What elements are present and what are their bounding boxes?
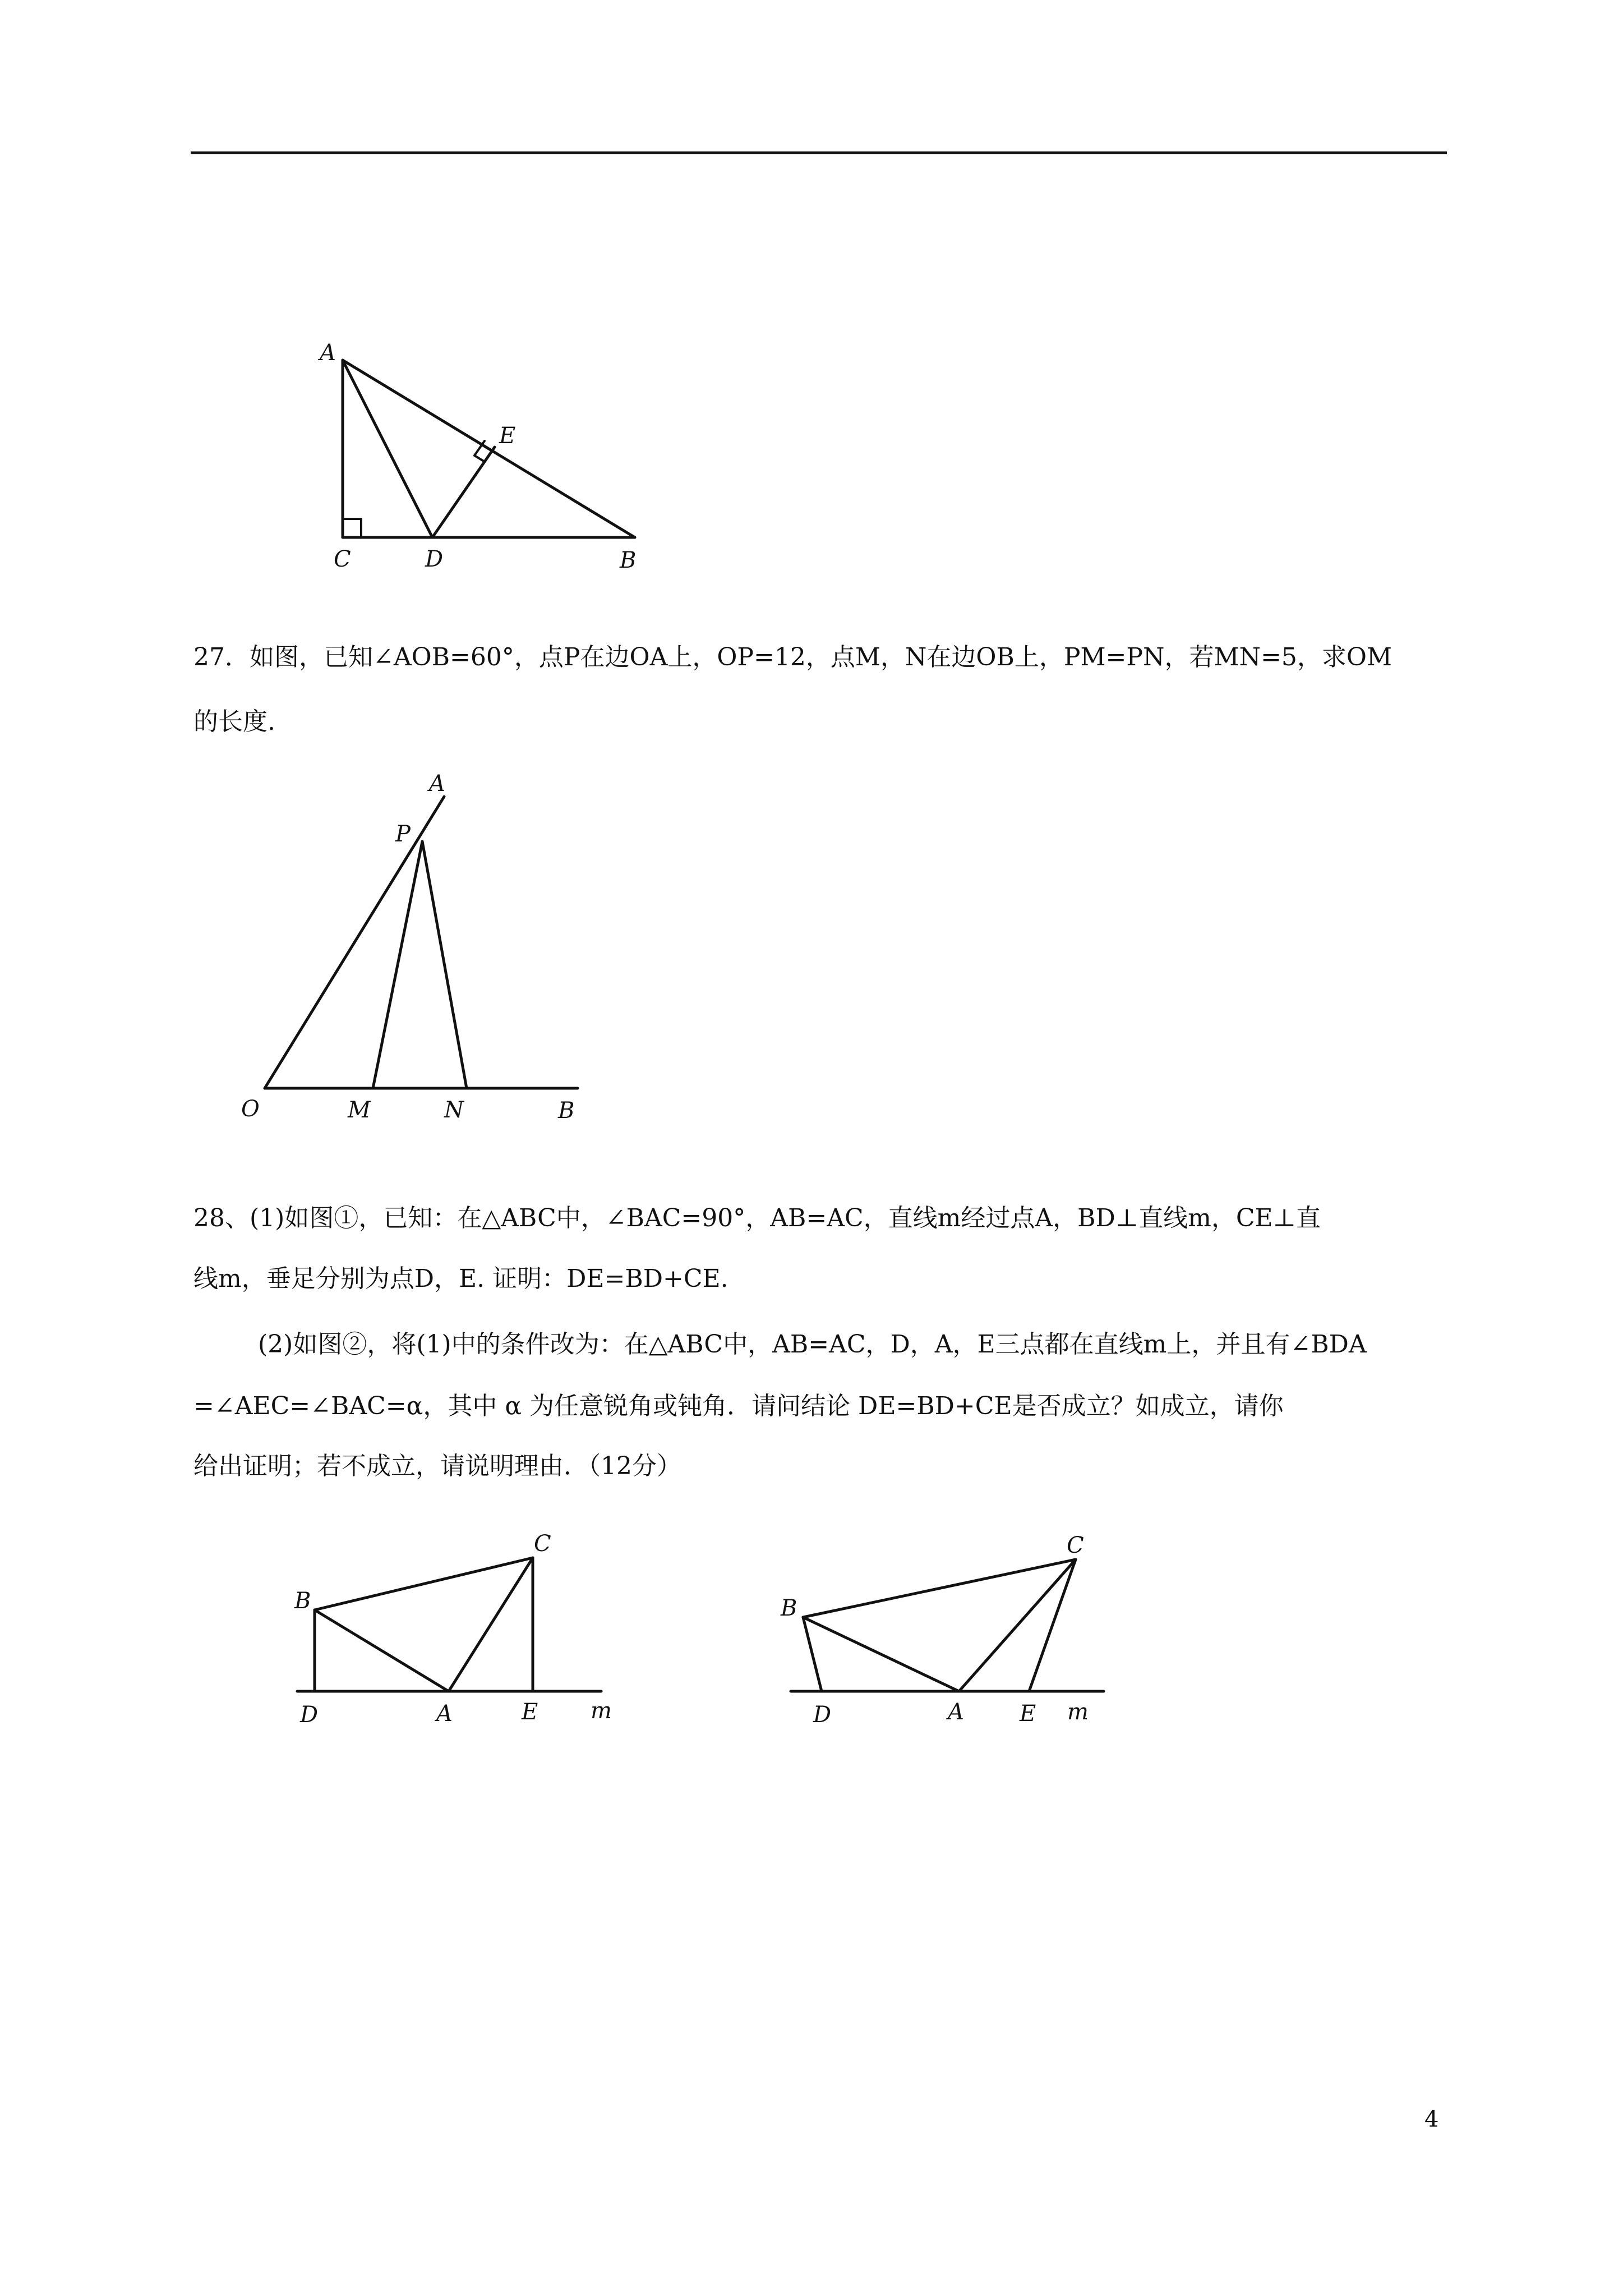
- segment-BA: [315, 1610, 449, 1691]
- label-B: B: [558, 1098, 575, 1124]
- segment-BC: [315, 1558, 533, 1610]
- label-D: D: [813, 1702, 832, 1728]
- label-M: M: [348, 1097, 371, 1123]
- label-D: D: [300, 1702, 319, 1728]
- figure-1-right-angle: [280, 1529, 628, 1731]
- question-28-line-1: 28、(1)如图①，已知：在△ABC中，∠BAC=90°，AB=AC，直线m经过点A，BD⊥直线m，CE⊥直: [193, 1204, 1321, 1232]
- figure-right-triangle: [303, 337, 662, 578]
- label-C: C: [1067, 1533, 1084, 1558]
- ray-OA: [265, 797, 444, 1088]
- figure-angle-aob: [236, 771, 594, 1130]
- page-number: 4: [1424, 2106, 1439, 2132]
- segment-DE: [432, 447, 495, 537]
- label-O: O: [241, 1096, 260, 1122]
- question-28-line-3: (2)如图②，将(1)中的条件改为：在△ABC中，AB=AC，D，A，E三点都在直线m上，并且有∠BDA: [258, 1330, 1367, 1359]
- label-E: E: [499, 423, 516, 449]
- question-28-line-5: 给出证明；若不成立，请说明理由．（12分）: [193, 1452, 681, 1480]
- label-A: A: [429, 771, 445, 797]
- figure-2-general-angle: [768, 1529, 1116, 1731]
- right-angle-mark-C: [343, 519, 361, 537]
- header-rule: [191, 151, 1447, 154]
- question-27-line-2: 的长度.: [193, 707, 275, 736]
- label-B: B: [781, 1595, 797, 1621]
- segment-BD: [803, 1617, 822, 1691]
- label-P: P: [395, 821, 411, 847]
- segment-AC: [449, 1558, 533, 1691]
- label-B: B: [294, 1588, 311, 1614]
- segment-PM: [373, 841, 422, 1088]
- label-E: E: [522, 1699, 538, 1725]
- segment-PN: [422, 841, 467, 1088]
- label-A: A: [948, 1699, 964, 1725]
- segment-BC: [803, 1559, 1076, 1617]
- segment-CE: [1029, 1559, 1076, 1691]
- label-A: A: [436, 1701, 453, 1727]
- question-28-line-2: 线m，垂足分别为点D，E. 证明：DE=BD+CE.: [193, 1264, 728, 1293]
- question-27-line-1: 27．如图，已知∠AOB=60°，点P在边OA上，OP=12，点M，N在边OB上，PM=PN，若MN=5，求OM: [193, 643, 1393, 671]
- question-28-line-4: =∠AEC=∠BAC=α，其中 α 为任意锐角或钝角．请问结论 DE=BD+CE是否成立？如成立，请你: [193, 1392, 1284, 1420]
- label-C: C: [334, 546, 351, 572]
- label-C: C: [534, 1531, 551, 1557]
- label-m: m: [591, 1698, 612, 1724]
- label-B: B: [620, 547, 637, 573]
- label-m: m: [1067, 1699, 1089, 1725]
- label-N: N: [444, 1097, 464, 1123]
- segment-BA: [803, 1617, 959, 1691]
- label-E: E: [1020, 1701, 1036, 1727]
- label-D: D: [425, 546, 444, 572]
- label-A: A: [320, 340, 336, 366]
